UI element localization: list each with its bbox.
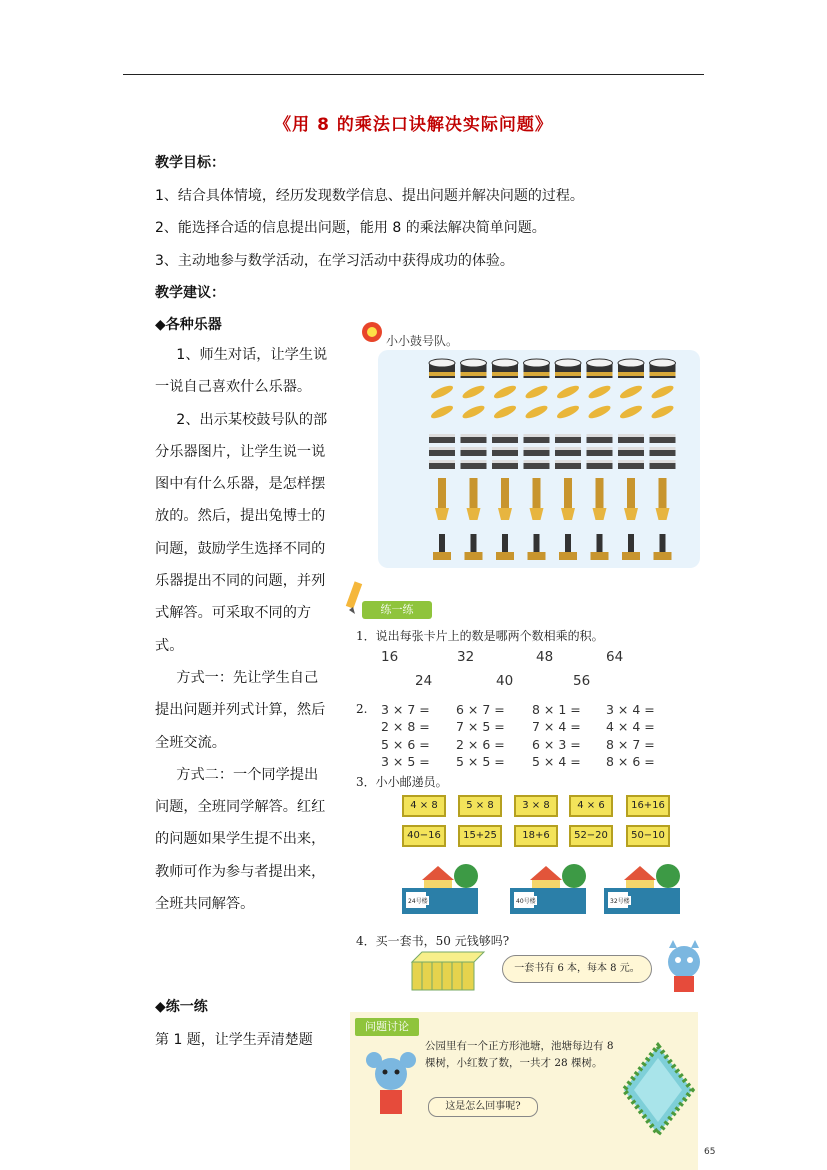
drum-icon [587,359,613,378]
q2-equation: 7 × 5 = [456,719,505,734]
left-column-text [155,339,328,920]
snare-drum-icon [555,447,581,456]
q3-card: 4 × 6 [569,795,613,817]
q3-text: 3．小小邮递员。 [356,775,448,789]
snare-drum-icon [492,434,518,443]
snare-drum-icon [461,434,487,443]
q4-bubble: 一套书有 6 本，每本 8 元。 [502,955,652,983]
q2-equation: 4 × 4 = [606,719,655,734]
trumpet-icon [467,478,481,520]
horn-icon [559,534,577,560]
instrument-grid [425,356,685,566]
snare-drum-icon [650,447,676,456]
trumpet-icon [498,478,512,520]
house-number-label: 32号楼 [610,898,630,905]
drum-icon [461,359,487,378]
q2-equation: 2 × 6 = [456,737,505,752]
snare-drum-icon [461,460,487,469]
snare-drum-icon [492,460,518,469]
q2-equation: 5 × 4 = [532,754,581,769]
discussion-tag: 问题讨论 [355,1018,419,1036]
snare-drum-icon [524,460,550,469]
horn-icon [528,534,546,560]
cymbal-icon [555,403,580,420]
snare-drum-icon [429,460,455,469]
q2-equation: 8 × 6 = [606,754,655,769]
trumpet-icon [561,478,575,520]
horn-icon [622,534,640,560]
q1-num: 64 [606,649,624,665]
snare-drum-icon [429,434,455,443]
house-number-label: 40号楼 [516,898,536,905]
cymbal-icon [650,383,675,400]
goals-heading: 教学目标： [155,155,225,171]
pond-picture [620,1040,696,1140]
q2-equation: 3 × 5 = [381,754,430,769]
q2-equation: 5 × 6 = [381,737,430,752]
para-3: 方式一：先让学生自己提出问题并列式计算，然后全班交流。 [155,669,326,751]
drum-icon [524,359,550,378]
horn-icon [591,534,609,560]
medal-icon [360,320,384,344]
trumpet-icon [624,478,638,520]
suggest-heading: 教学建议： [155,285,225,301]
q2-equation: 3 × 4 = [606,702,655,717]
q2-equation: 6 × 7 = [456,702,505,717]
cat-icon [655,940,713,1000]
drum-icon [429,359,455,378]
para-1: 1、师生对话，让学生说一说自己喜欢什么乐器。 [155,347,328,396]
cymbal-icon [618,403,643,420]
snare-drum-icon [650,460,676,469]
trumpet-icon [530,478,544,520]
book-set-icon [408,950,488,994]
snare-drum-icon [618,434,644,443]
q1-num: 56 [573,673,591,689]
para-2: 2、出示某校鼓号队的部分乐器图片，让学生说一说图中有什么乐器，是怎样摆放的。然后，提出兔博士的问题，鼓励学生选择不同的乐器提出不同的问题，并列式解答。可采取不同的方式。 [155,411,328,654]
cymbal-icon [429,403,454,420]
snare-drum-icon [555,460,581,469]
house-icon [604,862,686,918]
mouse-icon [358,1050,424,1130]
cymbal-icon [587,403,612,420]
section-instruments: ◆各种乐器 [155,317,222,333]
cymbal-icon [492,383,517,400]
snare-drum-icon [587,447,613,456]
goal-item-2: 2、能选择合适的信息提出问题，能用 8 的乘法解决简单问题。 [155,220,546,236]
goal-item-1: 1、结合具体情境，经历发现数学信息、提出问题并解决问题的过程。 [155,188,584,204]
section-practice: ◆练一练 [155,999,208,1015]
snare-drum-icon [524,434,550,443]
q3-card: 52−20 [569,825,613,847]
q2-equation: 7 × 4 = [532,719,581,734]
snare-drum-icon [618,460,644,469]
para-5: 第 1 题，让学生弄清楚题 [155,1032,313,1048]
snare-drum-icon [492,447,518,456]
q3-card: 40−16 [402,825,446,847]
q2-equation: 8 × 1 = [532,702,581,717]
house-icon [510,862,592,918]
drum-icon [650,359,676,378]
horn-icon [465,534,483,560]
q3-card: 15+25 [458,825,502,847]
q3-card: 5 × 8 [458,795,502,817]
q1-num: 40 [496,673,514,689]
para-4: 方式二：一个同学提出问题，全班同学解答。红红的问题如果学生提不出来，教师可作为参与者提出来，全班共同解答。 [155,766,326,913]
q2-equation: 5 × 5 = [456,754,505,769]
snare-drum-icon [461,447,487,456]
drum-icon [618,359,644,378]
cymbal-icon [524,403,549,420]
q3-card: 4 × 8 [402,795,446,817]
horn-icon [433,534,451,560]
cymbal-icon [650,403,675,420]
snare-drum-icon [429,447,455,456]
q3-card: 3 × 8 [514,795,558,817]
goal-item-3: 3、主动地参与数学活动，在学习活动中获得成功的体验。 [155,253,514,269]
q3-card: 18+6 [514,825,558,847]
snare-drum-icon [587,434,613,443]
page-number: 65 [704,1147,716,1157]
cymbal-icon [618,383,643,400]
cymbal-icon [429,383,454,400]
q1-num: 48 [536,649,554,665]
trumpet-icon [593,478,607,520]
horn-icon [654,534,672,560]
discussion-text: 公园里有一个正方形池塘，池塘每边有 8 棵树，小红数了数，一共才 28 棵树。 [425,1040,614,1069]
trumpet-icon [656,478,670,520]
snare-drum-icon [587,460,613,469]
cymbal-icon [492,403,517,420]
q2-label: 2. [356,702,368,716]
drum-icon [555,359,581,378]
cymbal-icon [555,383,580,400]
q2-equation: 2 × 8 = [381,719,430,734]
cymbal-icon [524,383,549,400]
q2-equation: 3 × 7 = [381,702,430,717]
snare-drum-icon [524,447,550,456]
practice-tag: 练一练 [362,601,432,619]
cymbal-icon [461,403,486,420]
cymbal-icon [461,383,486,400]
q1-num: 16 [381,649,399,665]
drum-caption: 小小鼓号队。 [386,334,459,348]
q1-text: 1．说出每张卡片上的数是哪两个数相乘的积。 [356,629,604,643]
q3-card: 50−10 [626,825,670,847]
header-rule [123,74,704,75]
house-icon [402,862,484,918]
q4-text: 4．买一套书，50 元钱够吗? [356,934,510,948]
q2-equation: 8 × 7 = [606,737,655,752]
q1-num: 24 [415,673,433,689]
house-number-label: 24号楼 [408,898,428,905]
trumpet-icon [435,478,449,520]
q1-num: 32 [457,649,475,665]
drum-icon [492,359,518,378]
snare-drum-icon [555,434,581,443]
horn-icon [496,534,514,560]
cymbal-icon [587,383,612,400]
q2-equation: 6 × 3 = [532,737,581,752]
page-title: 《用 8 的乘法口诀解决实际问题》 [274,115,553,135]
snare-drum-icon [650,434,676,443]
discussion-bubble: 这是怎么回事呢? [428,1097,538,1117]
snare-drum-icon [618,447,644,456]
q3-card: 16+16 [626,795,670,817]
